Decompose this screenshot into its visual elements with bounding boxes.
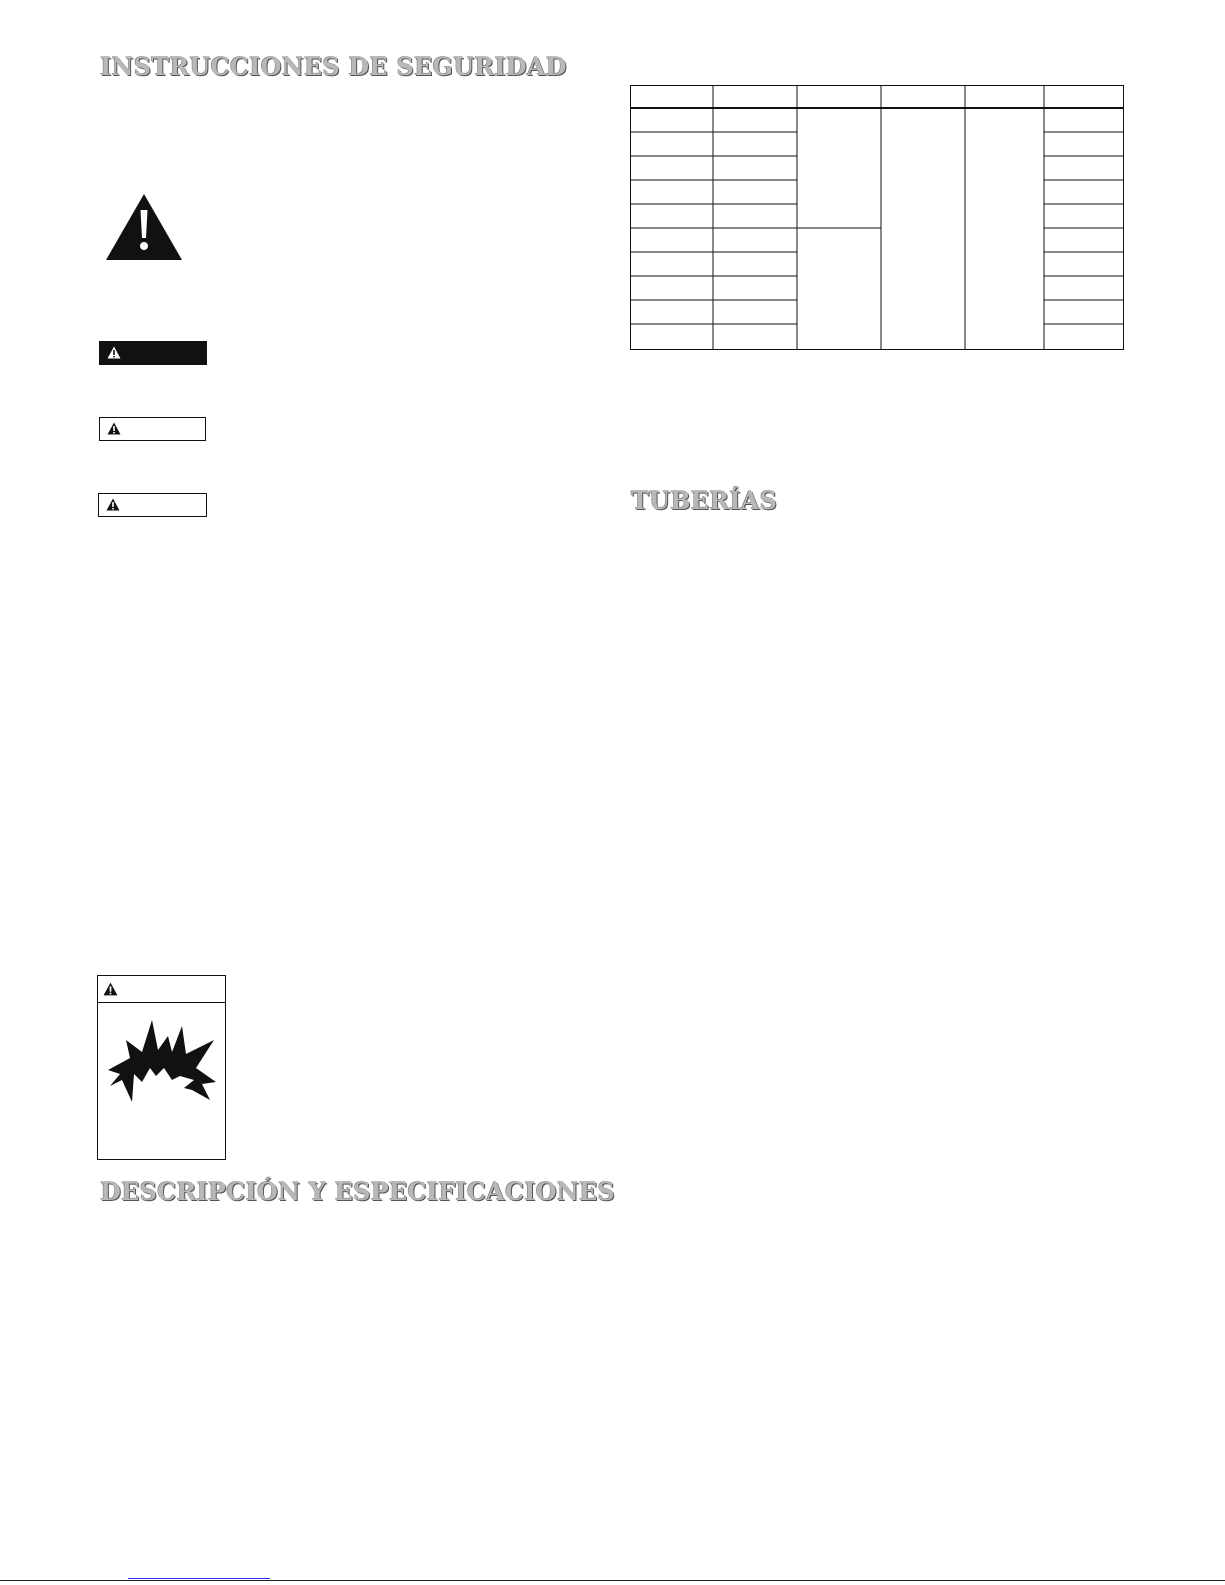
danger-signal-label [99,341,207,365]
caution-signal-label [98,493,207,517]
footer-divider [0,1580,1225,1581]
safety-alert-icon [104,192,184,262]
description-specs-heading: DESCRIPCIÓN Y ESPECIFICACIONES [100,1177,615,1206]
warning-triangle-icon [103,982,118,996]
explosion-icon [106,1018,218,1103]
piping-heading: TUBERÍAS [631,486,778,515]
explosion-hazard-box [97,975,226,1160]
warning-triangle-icon [106,498,120,511]
footer-link-underline[interactable] [128,1578,270,1579]
hazard-box-header [98,976,225,1003]
warning-triangle-icon [107,422,121,435]
warning-triangle-icon [107,346,121,359]
safety-instructions-heading: INSTRUCCIONES DE SEGURIDAD [100,52,567,81]
warning-signal-label [99,417,206,441]
specifications-table [630,85,1124,350]
